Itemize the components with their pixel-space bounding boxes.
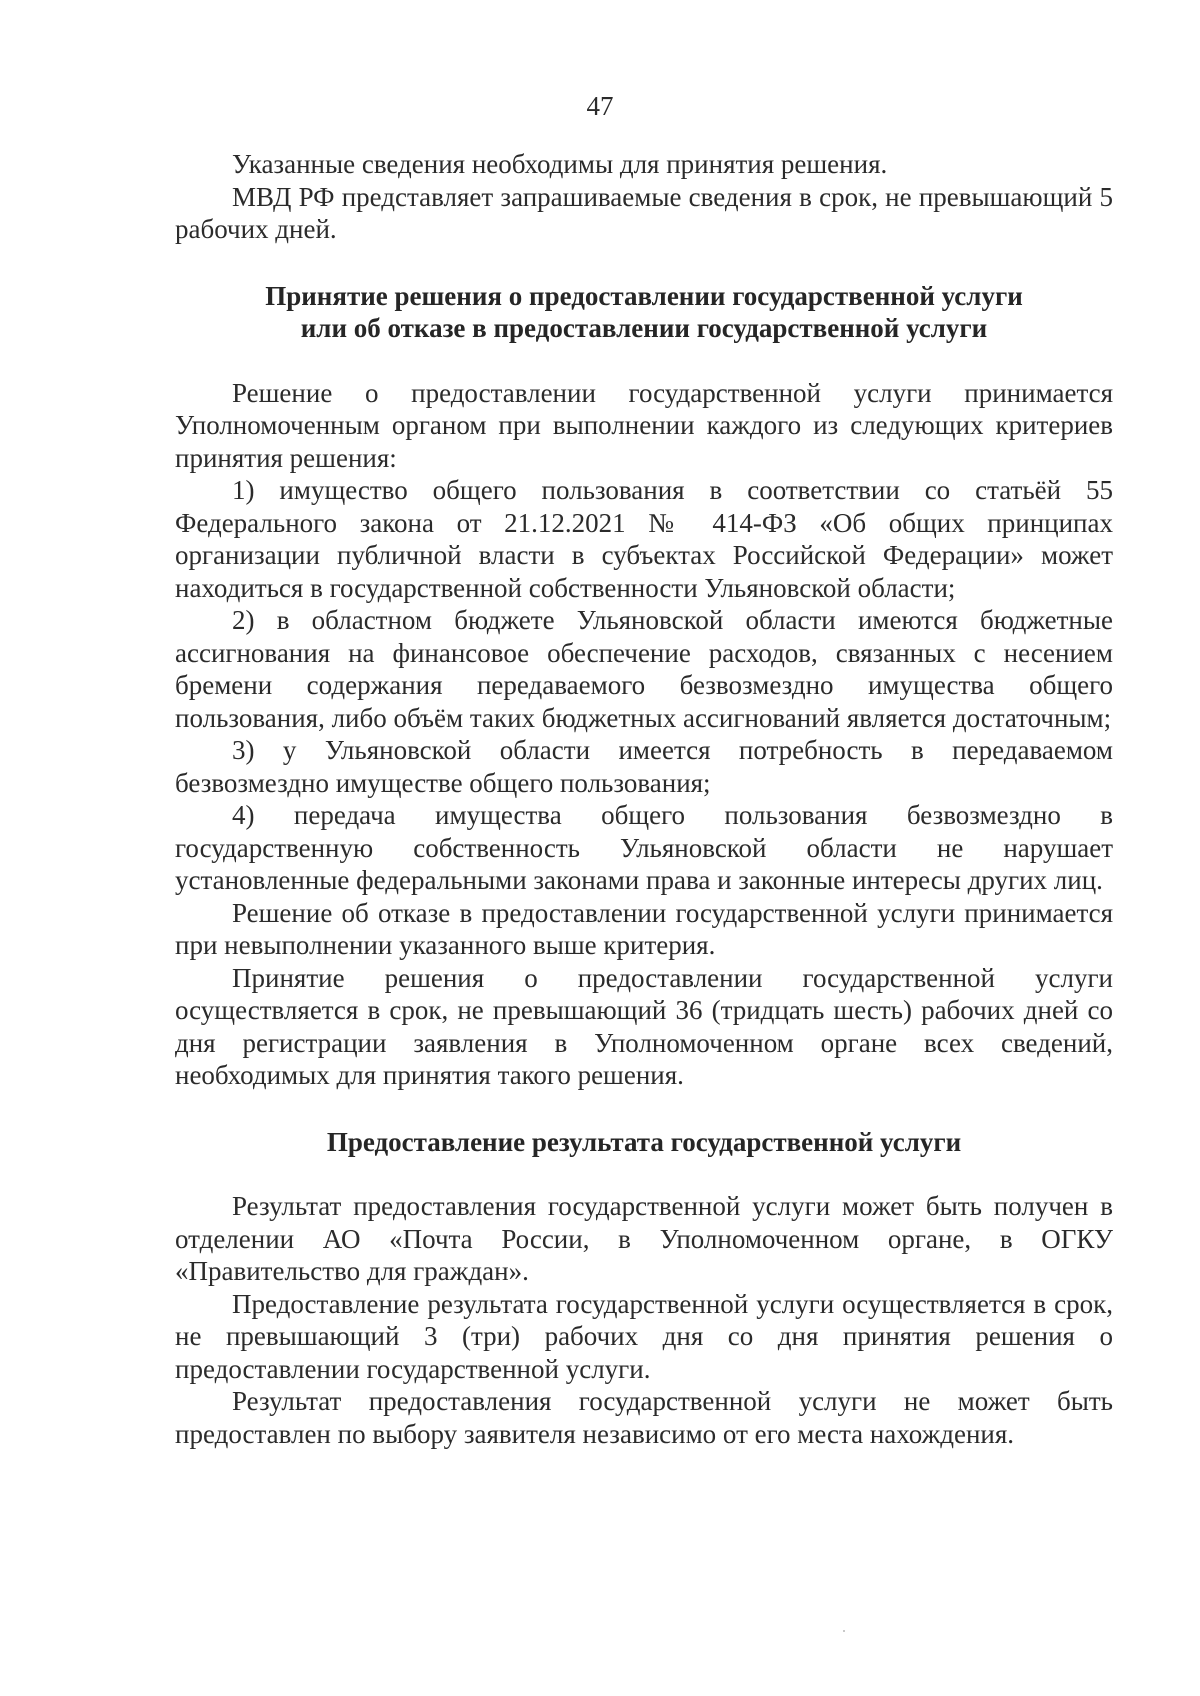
result-paragraph-3: Результат предоставления государственной услуги не может быть предоставлен по выбору заявителя независимо от его места нахождения.	[175, 1386, 1113, 1449]
section-heading-decision-line-1: Принятие решения о предоставлении государственной услуги	[265, 280, 1023, 311]
criterion-1: 1) имущество общего пользования в соответствии со статьёй 55 Федерального закона от 21.12.2021 № 414-ФЗ «Об общих принципах организации публичной власти в субъектах Российской Федерации» может находиться в государственной собственности Ульяновской области;	[175, 475, 1113, 603]
refusal-paragraph: Решение об отказе в предоставлении государственной услуги принимается при невыполнении указанного выше критерия.	[175, 897, 1113, 960]
decision-term-paragraph: Принятие решения о предоставлении государственной услуги осуществляется в срок, не превышающий 36 (тридцать шесть) рабочих дней со дня регистрации заявления в Уполномоченном органе всех сведений, необходимых для принятия такого решения.	[175, 962, 1113, 1090]
section-heading-decision	[175, 280, 1113, 345]
page-number: 47	[586, 91, 614, 121]
intro-paragraph-2: МВД РФ представляет запрашиваемые сведения в срок, не превышающий 5 рабочих дней.	[175, 181, 1113, 244]
result-paragraph-1: Результат предоставления государственной услуги может быть получен в отделении АО «Почта России, в Уполномоченном органе, в ОГКУ «Правительство для граждан».	[175, 1191, 1113, 1286]
document-body	[175, 148, 1113, 1450]
criterion-2: 2) в областном бюджете Ульяновской области имеются бюджетные ассигнования на финансовое обеспечение расходов, связанных с несением бремени содержания передаваемого безвозмездно имущества общего пользования, либо объём таких бюджетных ассигнований является достаточным;	[175, 605, 1113, 733]
criterion-4: 4) передача имущества общего пользования безвозмездно в государственную собственность Ульяновской области не нарушает установленные федеральными законами права и законные интересы других лиц.	[175, 800, 1113, 895]
section-heading-decision-line-2: или об отказе в предоставлении государственной услуги	[300, 313, 988, 343]
decision-paragraph-criteria: Решение о предоставлении государственной услуги принимается Уполномоченным органом при выполнении каждого из следующих критериев принятия решения:	[175, 377, 1113, 473]
result-paragraph-2: Предоставление результата государственной услуги осуществляется в срок, не превышающий 3 (три) рабочих дня со дня принятия решения о предоставлении государственной услуги.	[175, 1288, 1113, 1384]
scan-speck	[843, 1630, 845, 1632]
intro-paragraph-1: Указанные сведения необходимы для принятия решения.	[232, 149, 888, 179]
criterion-3: 3) у Ульяновской области имеется потребность в передаваемом безвозмездно имуществе общего пользования;	[175, 735, 1113, 798]
section-heading-result: Предоставление результата государственной услуги	[326, 1126, 962, 1157]
